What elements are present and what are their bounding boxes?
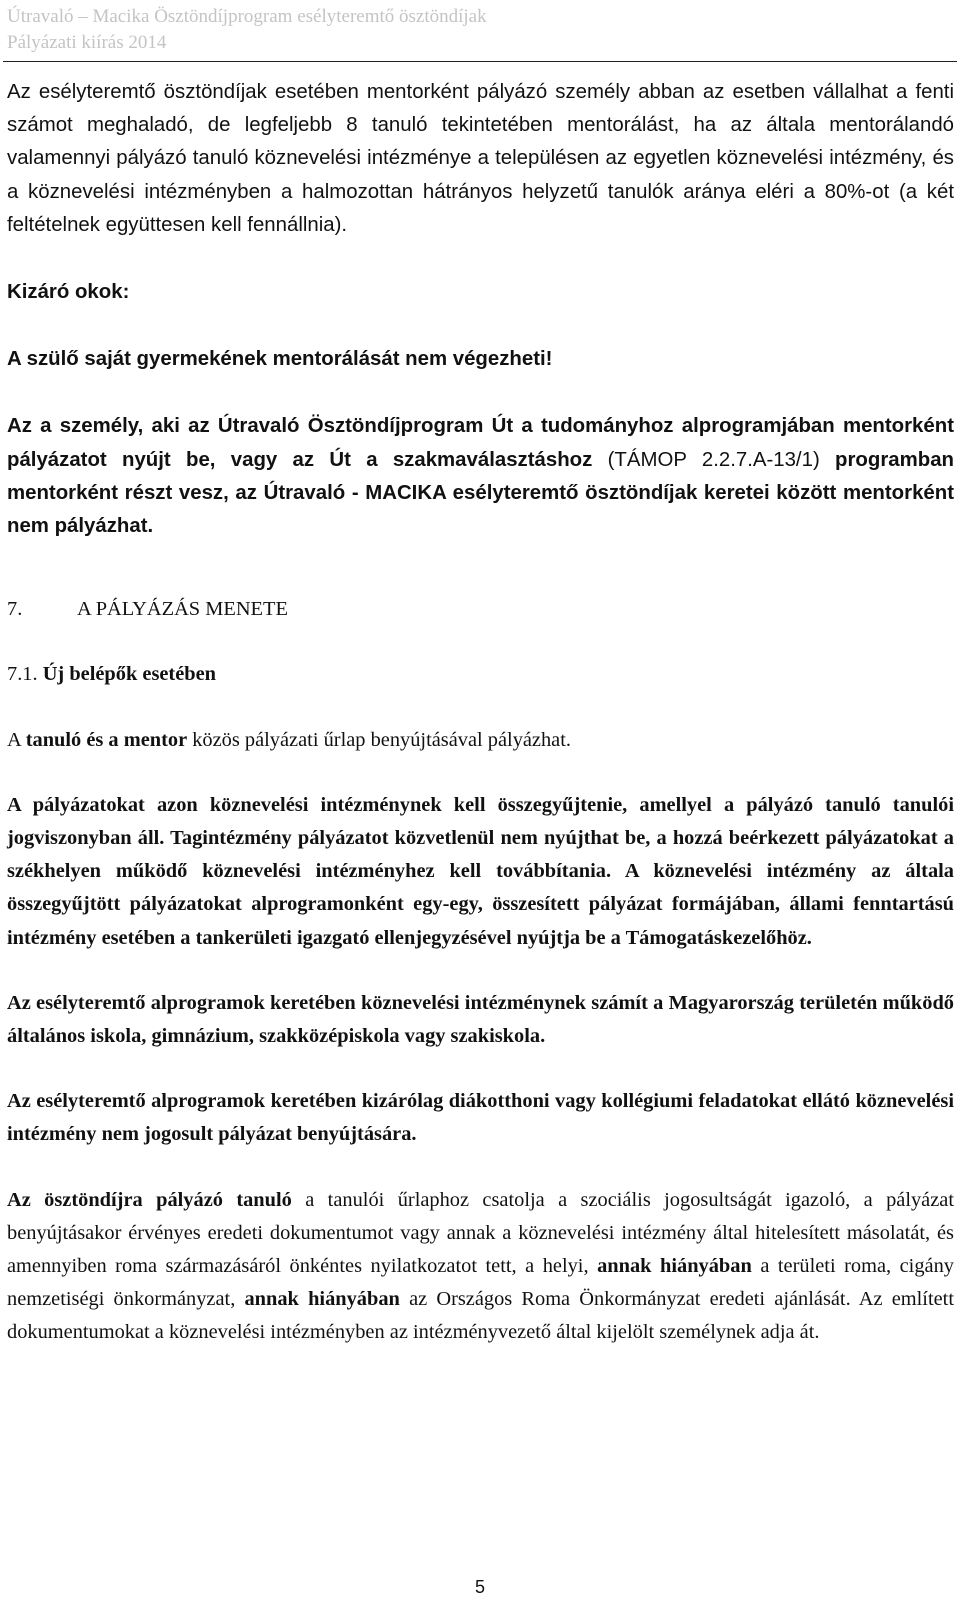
subsection-heading <box>7 658 954 691</box>
text-run: a területi roma, cigány nemzetiségi önkormányzat, <box>7 1255 954 1311</box>
text-run-bold: tanuló és a mentor <box>25 728 188 751</box>
paragraph-attachments <box>7 1184 954 1350</box>
text-run: a tanulói űrlaphoz csatolja a szociális jogosultságát igazoló, a pályázat benyújtásakor érvényes eredeti dokumentumot vagy annak a köznevelési intézmény által hitelesített másolatát, és amennyiben roma származásáról önkéntes nyilatkozatot tett, a helyi, <box>7 1188 954 1278</box>
text-run-bold: Az ösztöndíjra pályázó tanuló <box>7 1188 292 1211</box>
document-body <box>7 76 954 1350</box>
text-run: közös pályázati űrlap benyújtásával pályázhat. <box>187 728 571 751</box>
page-number: 5 <box>474 1577 485 1597</box>
text-run: az Országos Roma Önkormányzat eredeti ajánlását. Az említett dokumentumokat a köznevelési intézményben az intézményvezető által kijelölt személynek adja át. <box>7 1288 954 1344</box>
kizaro-ok-2-part-b: (TÁMOP 2.2.7.A-13/1) <box>592 448 836 471</box>
kizaro-ok-2 <box>7 410 954 543</box>
section-number: 7. <box>7 598 23 621</box>
section-heading <box>7 593 954 626</box>
subsection-number: 7.1. <box>7 663 38 686</box>
paragraph-not-eligible: Az esélyteremtő alprogramok keretében kizárólag diákotthoni vagy kollégiumi feladatokat ellátó köznevelési intézmény nem jogosult pályázat benyújtására. <box>7 1090 954 1146</box>
header-rule <box>3 61 957 62</box>
text-run-bold: annak hiányában <box>597 1255 752 1278</box>
header-subtitle: Pályázati kiírás 2014 <box>7 32 167 53</box>
text-run: A <box>7 728 26 751</box>
kizaro-ok-1: A szülő saját gyermekének mentorálását nem végezheti! <box>7 348 553 371</box>
paragraph-joint-application <box>7 724 954 757</box>
subsection-title: Új belépők esetében <box>42 663 217 686</box>
running-header <box>7 4 487 56</box>
header-title: Útravaló – Macika Ösztöndíjprogram esélyteremtő ösztöndíjak <box>7 6 487 27</box>
text-run-bold: annak hiányában <box>244 1288 400 1311</box>
section-title: A PÁLYÁZÁS MENETE <box>77 598 288 621</box>
kizaro-okok-heading: Kizáró okok: <box>7 281 130 304</box>
paragraph-mentor-limit: Az esélyteremtő ösztöndíjak esetében mentorként pályázó személy abban az esetben vállalhat a fenti számot meghaladó, de legfeljebb 8 tanuló tekintetében mentorálást, ha az általa mentorálandó valamennyi pályázó tanuló köznevelési intézménye a településen az egyetlen köznevelési intézmény, és a köznevelési intézményben a halmozottan hátrányos helyzetű tanulók aránya eléri a 80%-ot (a két feltételnek együttesen kell fennállnia). <box>7 81 954 236</box>
kizaro-ok-2-part-a: Az a személy, aki az Útravaló Ösztöndíjprogram Út a tudományhoz alprogramjában mentorként pályázatot nyújt be, vagy az Út a szakmaválasztáshoz <box>7 415 954 471</box>
kizaro-ok-2-part-c: programban mentorként részt vesz, az Útravaló - MACIKA esélyteremtő ösztöndíjak keretei között mentorként nem pályázhat. <box>7 448 954 538</box>
paragraph-collection: A pályázatokat azon köznevelési intézménynek kell összegyűjtenie, amellyel a pályázó tanuló tanulói jogviszonyban áll. Tagintézmény pályázatot közvetlenül nem nyújthat be, a hozzá beérkezett pályázatokat a székhelyen működő köznevelési intézményhez kell továbbítania. A köznevelési intézmény az általa összegyűjtött pályázatokat alprogramonként egy-egy, összesített pályázat formájában, állami fenntartású intézmény esetében a tankerületi igazgató ellenjegyzésével nyújtja be a Támogatáskezelőhöz. <box>7 793 954 949</box>
paragraph-eligible-institutions: Az esélyteremtő alprogramok keretében köznevelési intézménynek számít a Magyarország területén működő általános iskola, gimnázium, szakközépiskola vagy szakiskola. <box>7 991 954 1048</box>
